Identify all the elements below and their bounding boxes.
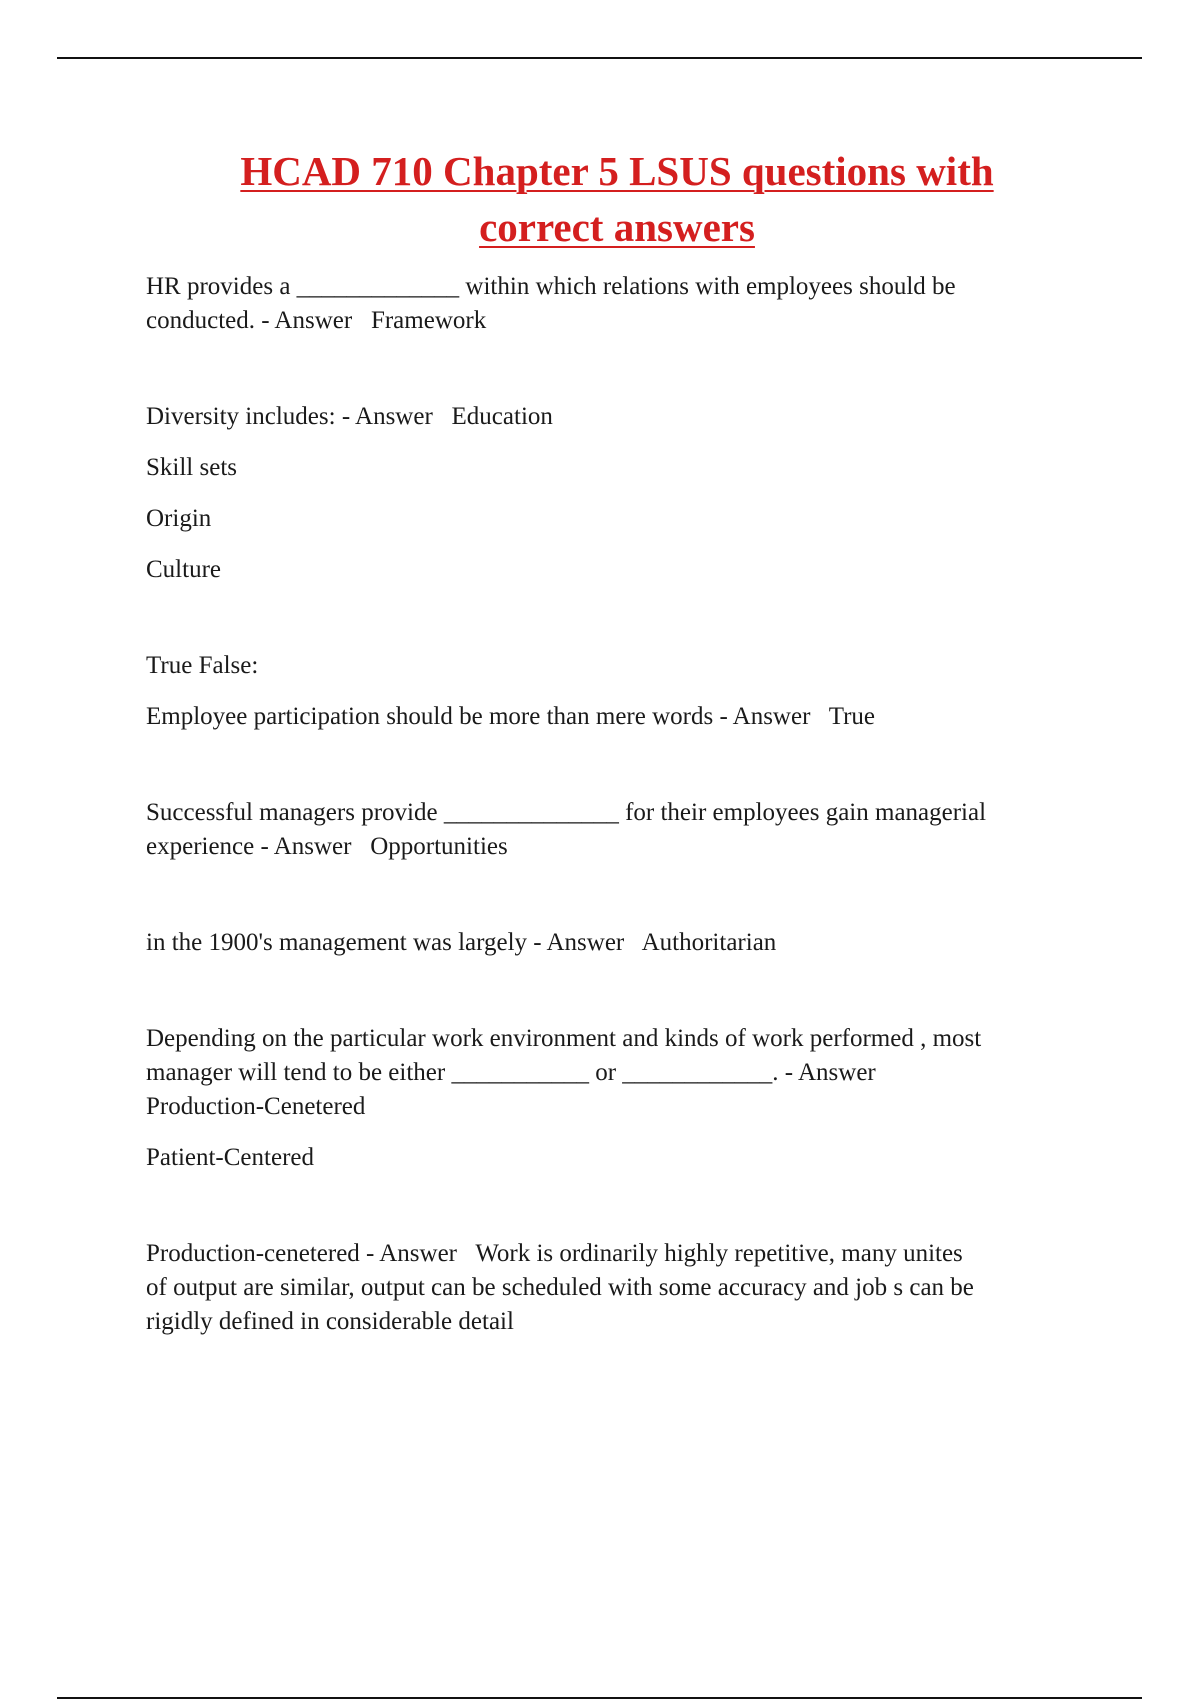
question-4-text-a: Successful managers provide ______________ for their employees gain managerial [146,799,987,826]
answer-separator: - Answer [713,703,829,730]
question-7 [146,1237,1096,1339]
question-7-answer-b: of output are similar, output can be scheduled with some accuracy and job s can be [146,1274,974,1301]
answer-separator: - Answer [335,403,452,430]
question-2-answer-2: Skill sets [146,454,237,481]
bottom-rule [57,1697,1142,1699]
question-6 [146,1022,1096,1124]
question-3 [146,700,1096,734]
question-3-heading: True False: [146,652,259,679]
question-2-answer-4: Culture [146,556,221,583]
question-1-text-b: conducted. [146,307,255,334]
question-7-answer-a: Work is ordinarily highly repetitive, many unites [475,1240,963,1267]
question-1-text-a: HR provides a _____________ within which relations with employees should be [146,273,956,300]
top-rule [57,57,1142,59]
question-1 [146,270,1096,338]
answer-separator: - Answer [359,1240,476,1267]
answer-separator: - Answer [254,307,371,334]
title-line-2: correct answers [479,204,755,250]
question-5 [146,926,1096,960]
question-2-text: Diversity includes: [146,403,336,430]
title-line-1: HCAD 710 Chapter 5 LSUS questions with [240,148,994,194]
question-6-text-a: Depending on the particular work environment and kinds of work performed , most [146,1025,982,1052]
question-7-text: Production-cenetered [146,1240,360,1267]
question-5-text: in the 1900's management was largely [146,929,528,956]
answer-separator: - Answer [527,929,642,956]
question-4-answer: Opportunities [370,833,508,860]
question-7-answer-c: rigidly defined in considerable detail [146,1308,514,1335]
question-2-answer-1: Education [451,403,553,430]
document-body [146,270,1096,1339]
question-4-text-b: experience [146,833,255,860]
question-3-answer: True [828,703,876,730]
document-title [57,143,1177,255]
question-2-answer-3: Origin [146,505,212,532]
question-5-answer: Authoritarian [641,929,777,956]
question-1-answer: Framework [370,307,487,334]
answer-separator: - Answer [254,833,371,860]
question-6-answer-2: Patient-Centered [146,1144,314,1171]
question-6-answer-label: - Answer [784,1059,876,1086]
question-2 [146,400,1096,434]
question-3-text: Employee participation should be more than mere words [146,703,714,730]
question-6-text-b: manager will tend to be either ___________ or ____________. [146,1059,779,1086]
question-6-answer-1: Production-Cenetered [146,1093,366,1120]
question-4 [146,796,1096,864]
